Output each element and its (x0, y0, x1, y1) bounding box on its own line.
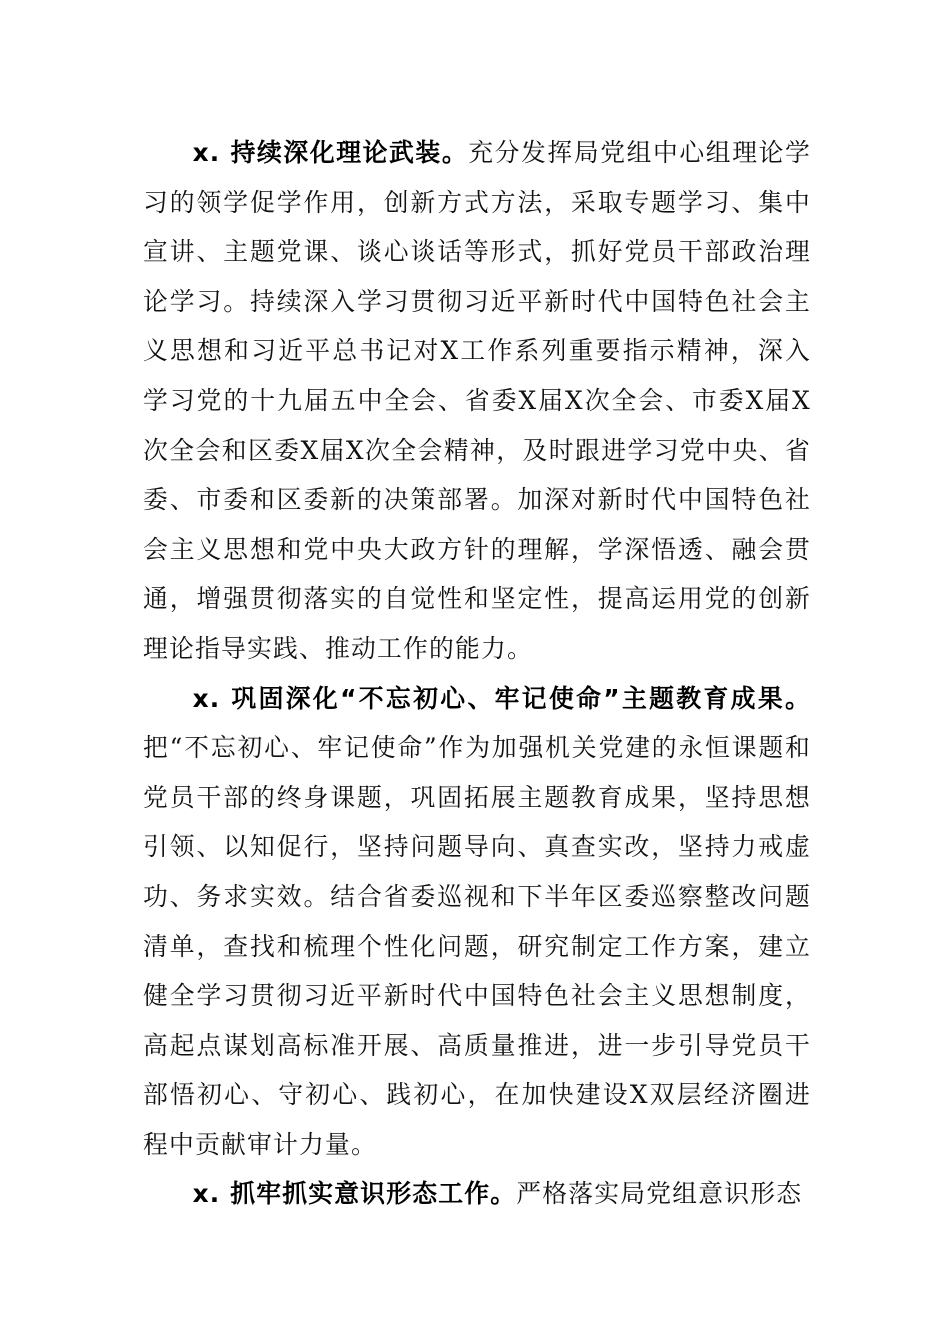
paragraph-heading: x. 巩固深化“不忘初心、牢记使命”主题教育成果。 (192, 683, 811, 713)
paragraph-text: 把“不忘初心、牢记使命”作为加强机关党建的永恒课题和党员干部的终身课题，巩固拓展主题教育成果，坚持思想引领、以知促行，坚持问题导向、真查实改，坚持力戒虚功、务求实效。结合省委巡视和下半年区委巡察整改问题清单，查找和梳理个性化问题，研究制定工作方案，建立健全学习贯彻习近平新时代中国特色社会主义思想制度，高起点谋划高标准开展、高质量推进，进一步引导党员干部悟初心、守初心、践初心，在加快建设X双层经济圈进程中贡献审计力量。 (143, 733, 811, 1159)
paragraph-heading: x. 持续深化理论武装。 (192, 138, 469, 167)
paragraph-ideology (143, 1169, 811, 1219)
paragraph-theory (143, 128, 811, 674)
paragraph-text: 充分发挥局党组中心组理论学习的领学促学作用，创新方式方法，采取专题学习、集中宣讲、主题党课、谈心谈话等形式，抓好党员干部政治理论学习。持续深入学习贯彻习近平新时代中国特色社会主义思想和习近平总书记对X工作系列重要指示精神，深入学习党的十九届五中全会、省委X届X次全会、市委X届X次全会和区委X届X次全会精神，及时跟进学习党中央、省委、市委和区委新的决策部署。加深对新时代中国特色社会主义思想和党中央大政方针的理解，学深悟透、融会贯通，增强贯彻落实的自觉性和坚定性，提高运用党的创新理论指导实践、推动工作的能力。 (143, 138, 812, 663)
paragraph-text: 严格落实局党组意识形态 (516, 1179, 803, 1209)
paragraph-education (143, 674, 811, 1170)
paragraph-heading: x. 抓牢抓实意识形态工作。 (192, 1179, 517, 1209)
document-body (143, 128, 811, 1219)
